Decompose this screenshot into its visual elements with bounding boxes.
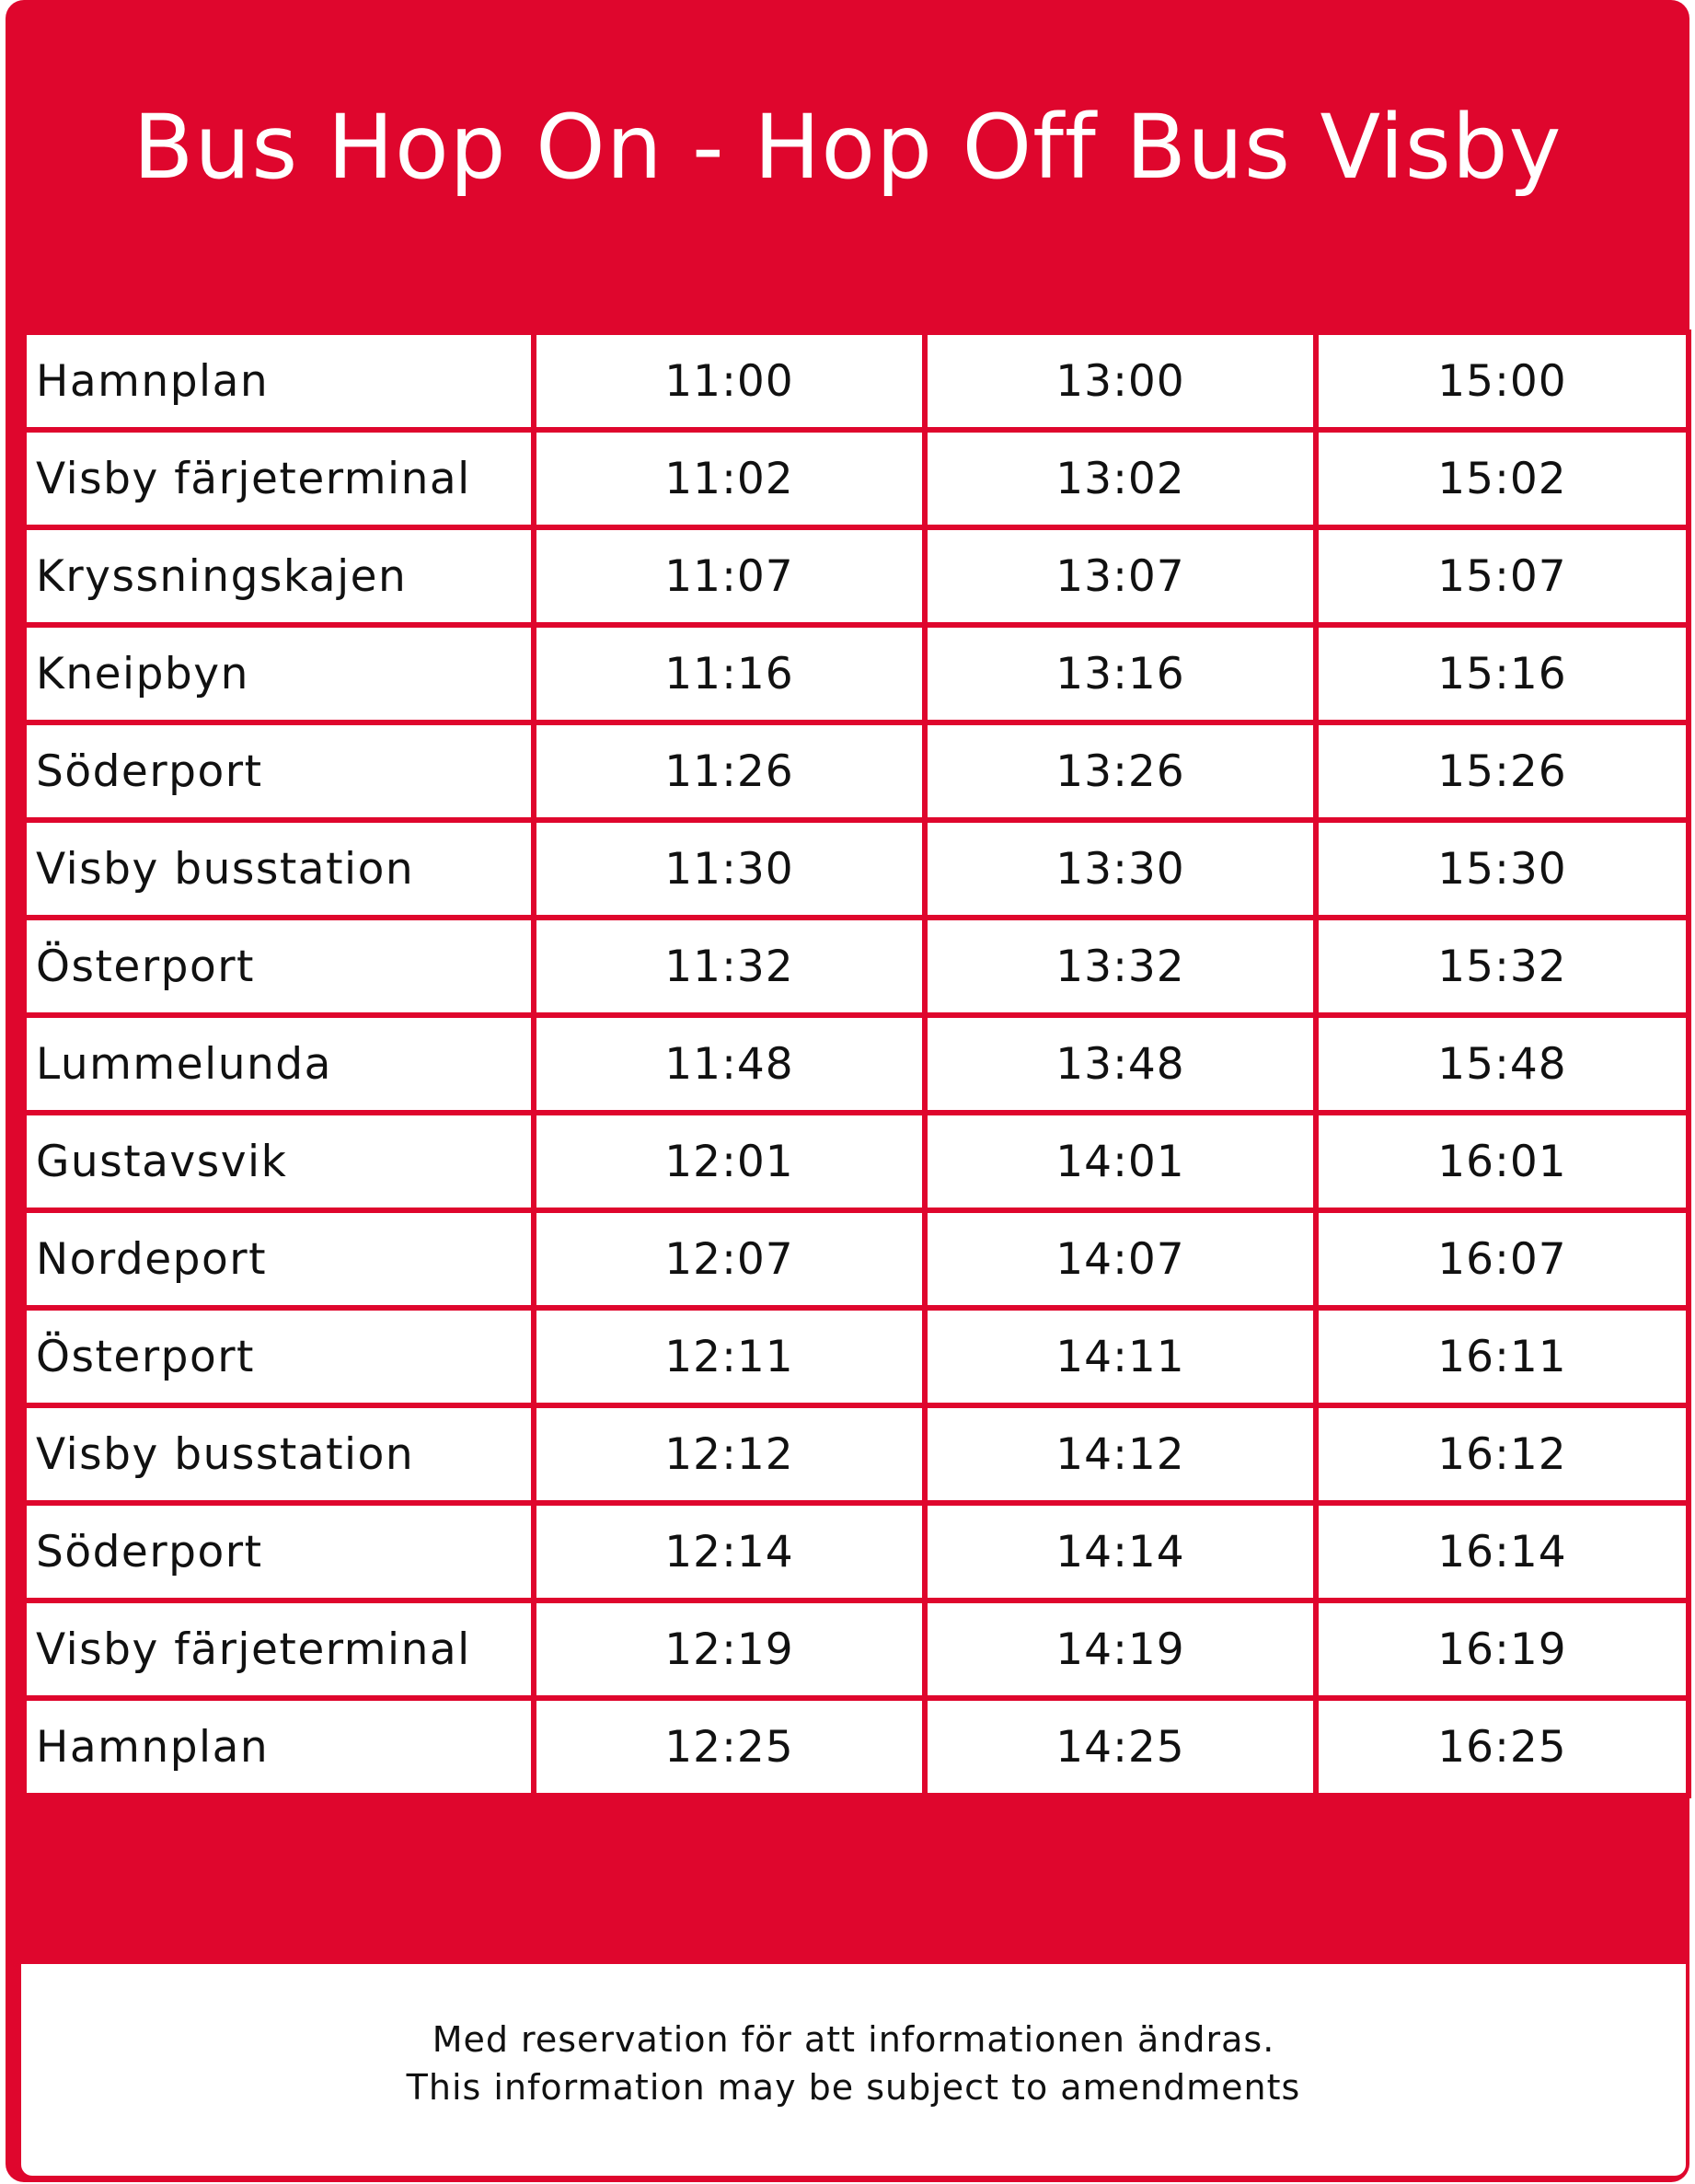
stop-name: Kryssningskajen [24, 527, 534, 625]
table-row [24, 625, 1689, 722]
departure-time: 16:07 [1316, 1210, 1689, 1308]
departure-time: 15:30 [1316, 820, 1689, 918]
departure-time: 11:48 [534, 1015, 925, 1113]
disclaimer-english: This information may be subject to amendments [406, 2067, 1301, 2108]
stop-name: Hamnplan [24, 1698, 534, 1796]
table-row [24, 1600, 1689, 1698]
page-title: Bus Hop On - Hop Off Bus Visby [133, 96, 1562, 200]
table-row [24, 1015, 1689, 1113]
stop-name: Nordeport [24, 1210, 534, 1308]
table-row [24, 1308, 1689, 1405]
table-row [24, 1210, 1689, 1308]
departure-time: 12:12 [534, 1405, 925, 1503]
departure-time: 14:19 [925, 1600, 1316, 1698]
departure-time: 16:01 [1316, 1113, 1689, 1210]
stop-name: Visby färjeterminal [24, 430, 534, 527]
departure-time: 15:32 [1316, 918, 1689, 1015]
departure-time: 15:07 [1316, 527, 1689, 625]
stop-name: Kneipbyn [24, 625, 534, 722]
departure-time: 12:14 [534, 1503, 925, 1600]
stop-name: Visby busstation [24, 1405, 534, 1503]
stop-name: Söderport [24, 1503, 534, 1600]
departure-time: 13:02 [925, 430, 1316, 527]
table-row [24, 918, 1689, 1015]
departure-time: 13:48 [925, 1015, 1316, 1113]
departure-time: 11:30 [534, 820, 925, 918]
departure-time: 15:26 [1316, 722, 1689, 820]
departure-time: 14:07 [925, 1210, 1316, 1308]
departure-time: 13:00 [925, 332, 1316, 430]
departure-time: 14:12 [925, 1405, 1316, 1503]
stop-name: Lummelunda [24, 1015, 534, 1113]
departure-time: 12:11 [534, 1308, 925, 1405]
departure-time: 15:16 [1316, 625, 1689, 722]
table-row [24, 820, 1689, 918]
departure-time: 13:07 [925, 527, 1316, 625]
departure-time: 16:11 [1316, 1308, 1689, 1405]
stop-name: Visby busstation [24, 820, 534, 918]
departure-time: 16:12 [1316, 1405, 1689, 1503]
stop-name: Österport [24, 918, 534, 1015]
stop-name: Gustavsvik [24, 1113, 534, 1210]
departure-time: 11:02 [534, 430, 925, 527]
stop-name: Visby färjeterminal [24, 1600, 534, 1698]
stop-name: Söderport [24, 722, 534, 820]
timetable [21, 329, 1691, 1798]
departure-time: 14:14 [925, 1503, 1316, 1600]
departure-time: 13:26 [925, 722, 1316, 820]
table-row [24, 722, 1689, 820]
departure-time: 15:00 [1316, 332, 1689, 430]
departure-time: 11:00 [534, 332, 925, 430]
table-row [24, 430, 1689, 527]
table-row [24, 332, 1689, 430]
table-row [24, 1698, 1689, 1796]
departure-time: 12:01 [534, 1113, 925, 1210]
departure-time: 16:25 [1316, 1698, 1689, 1796]
table-row [24, 1405, 1689, 1503]
table-row [24, 1503, 1689, 1600]
table-row [24, 1113, 1689, 1210]
disclaimer [21, 1964, 1686, 2176]
departure-time: 13:16 [925, 625, 1316, 722]
departure-time: 11:32 [534, 918, 925, 1015]
departure-time: 12:19 [534, 1600, 925, 1698]
departure-time: 13:32 [925, 918, 1316, 1015]
departure-time: 14:11 [925, 1308, 1316, 1405]
departure-time: 11:07 [534, 527, 925, 625]
timetable-body [24, 332, 1689, 1796]
table-row [24, 527, 1689, 625]
departure-time: 13:30 [925, 820, 1316, 918]
departure-time: 16:19 [1316, 1600, 1689, 1698]
departure-time: 11:16 [534, 625, 925, 722]
departure-time: 12:07 [534, 1210, 925, 1308]
departure-time: 16:14 [1316, 1503, 1689, 1600]
departure-time: 11:26 [534, 722, 925, 820]
departure-time: 14:01 [925, 1113, 1316, 1210]
departure-time: 15:48 [1316, 1015, 1689, 1113]
departure-time: 14:25 [925, 1698, 1316, 1796]
disclaimer-swedish: Med reservation för att informationen ändras. [432, 2019, 1275, 2060]
departure-time: 15:02 [1316, 430, 1689, 527]
departure-time: 12:25 [534, 1698, 925, 1796]
stop-name: Österport [24, 1308, 534, 1405]
timetable-sheet [6, 0, 1689, 2182]
stop-name: Hamnplan [24, 332, 534, 430]
